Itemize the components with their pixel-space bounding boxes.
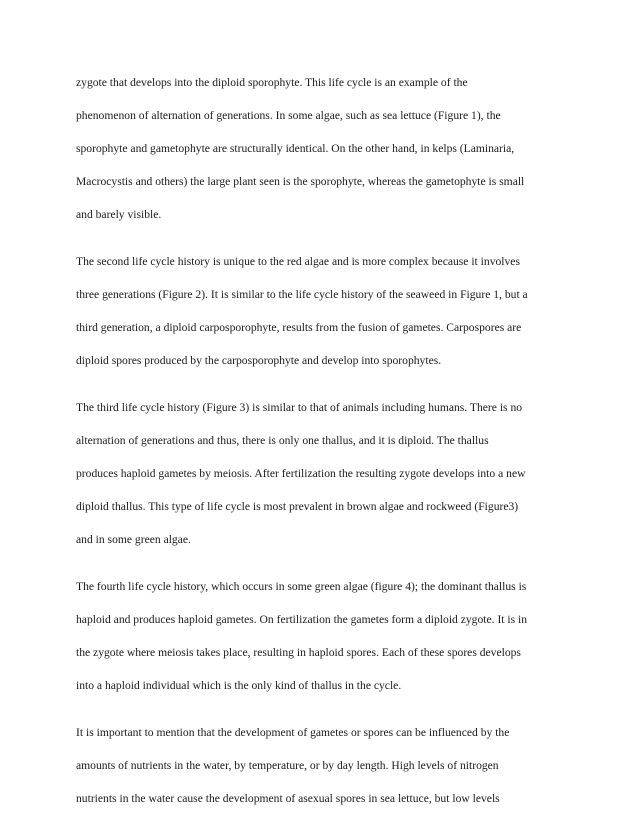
text-line: phenomenon of alternation of generations. In some algae, such as sea lettuce (Figure 1), the [76, 109, 501, 122]
text-line: The third life cycle history (Figure 3) is similar to that of animals including humans. There is no [76, 401, 523, 414]
text-line: the zygote where meiosis takes place, resulting in haploid spores. Each of these spores develops [76, 646, 521, 659]
text-line: amounts of nutrients in the water, by temperature, or by day length. High levels of nitrogen [76, 759, 499, 772]
text-line: produces haploid gametes by meiosis. After fertilization the resulting zygote develops into a new [76, 467, 526, 480]
text-line: and in some green algae. [76, 533, 191, 546]
paragraph-2 [76, 245, 566, 377]
paragraph-5 [76, 716, 566, 815]
text-line: diploid spores produced by the carposporophyte and develop into sporophytes. [76, 354, 442, 367]
text-line: and barely visible. [76, 208, 162, 221]
text-line: The fourth life cycle history, which occurs in some green algae (figure 4); the dominant thallus is [76, 580, 527, 593]
text-line: nutrients in the water cause the development of asexual spores in sea lettuce, but low levels [76, 792, 500, 805]
text-line: The second life cycle history is unique to the red algae and is more complex because it involves [76, 255, 520, 268]
paragraph-4 [76, 570, 566, 702]
text-line: alternation of generations and thus, there is only one thallus, and it is diploid. The thallus [76, 434, 489, 447]
paragraph-1 [76, 66, 566, 231]
text-line: three generations (Figure 2). It is similar to the life cycle history of the seaweed in Figure 1, but a [76, 288, 528, 301]
text-line: diploid thallus. This type of life cycle is most prevalent in brown algae and rockweed (Figure3) [76, 500, 519, 513]
text-line: zygote that develops into the diploid sporophyte. This life cycle is an example of the [76, 76, 468, 89]
document-body [76, 66, 566, 829]
text-line: haploid and produces haploid gametes. On fertilization the gametes form a diploid zygote. It is in [76, 613, 528, 626]
text-line: into a haploid individual which is the only kind of thallus in the cycle. [76, 679, 402, 692]
text-line: sporophyte and gametophyte are structurally identical. On the other hand, in kelps (Laminaria, [76, 142, 515, 155]
text-line: Macrocystis and others) the large plant seen is the sporophyte, whereas the gametophyte is small [76, 175, 525, 188]
paragraph-3 [76, 391, 566, 556]
text-line: It is important to mention that the development of gametes or spores can be influenced by the [76, 726, 510, 739]
text-line: third generation, a diploid carposporophyte, results from the fusion of gametes. Carpospores are [76, 321, 522, 334]
